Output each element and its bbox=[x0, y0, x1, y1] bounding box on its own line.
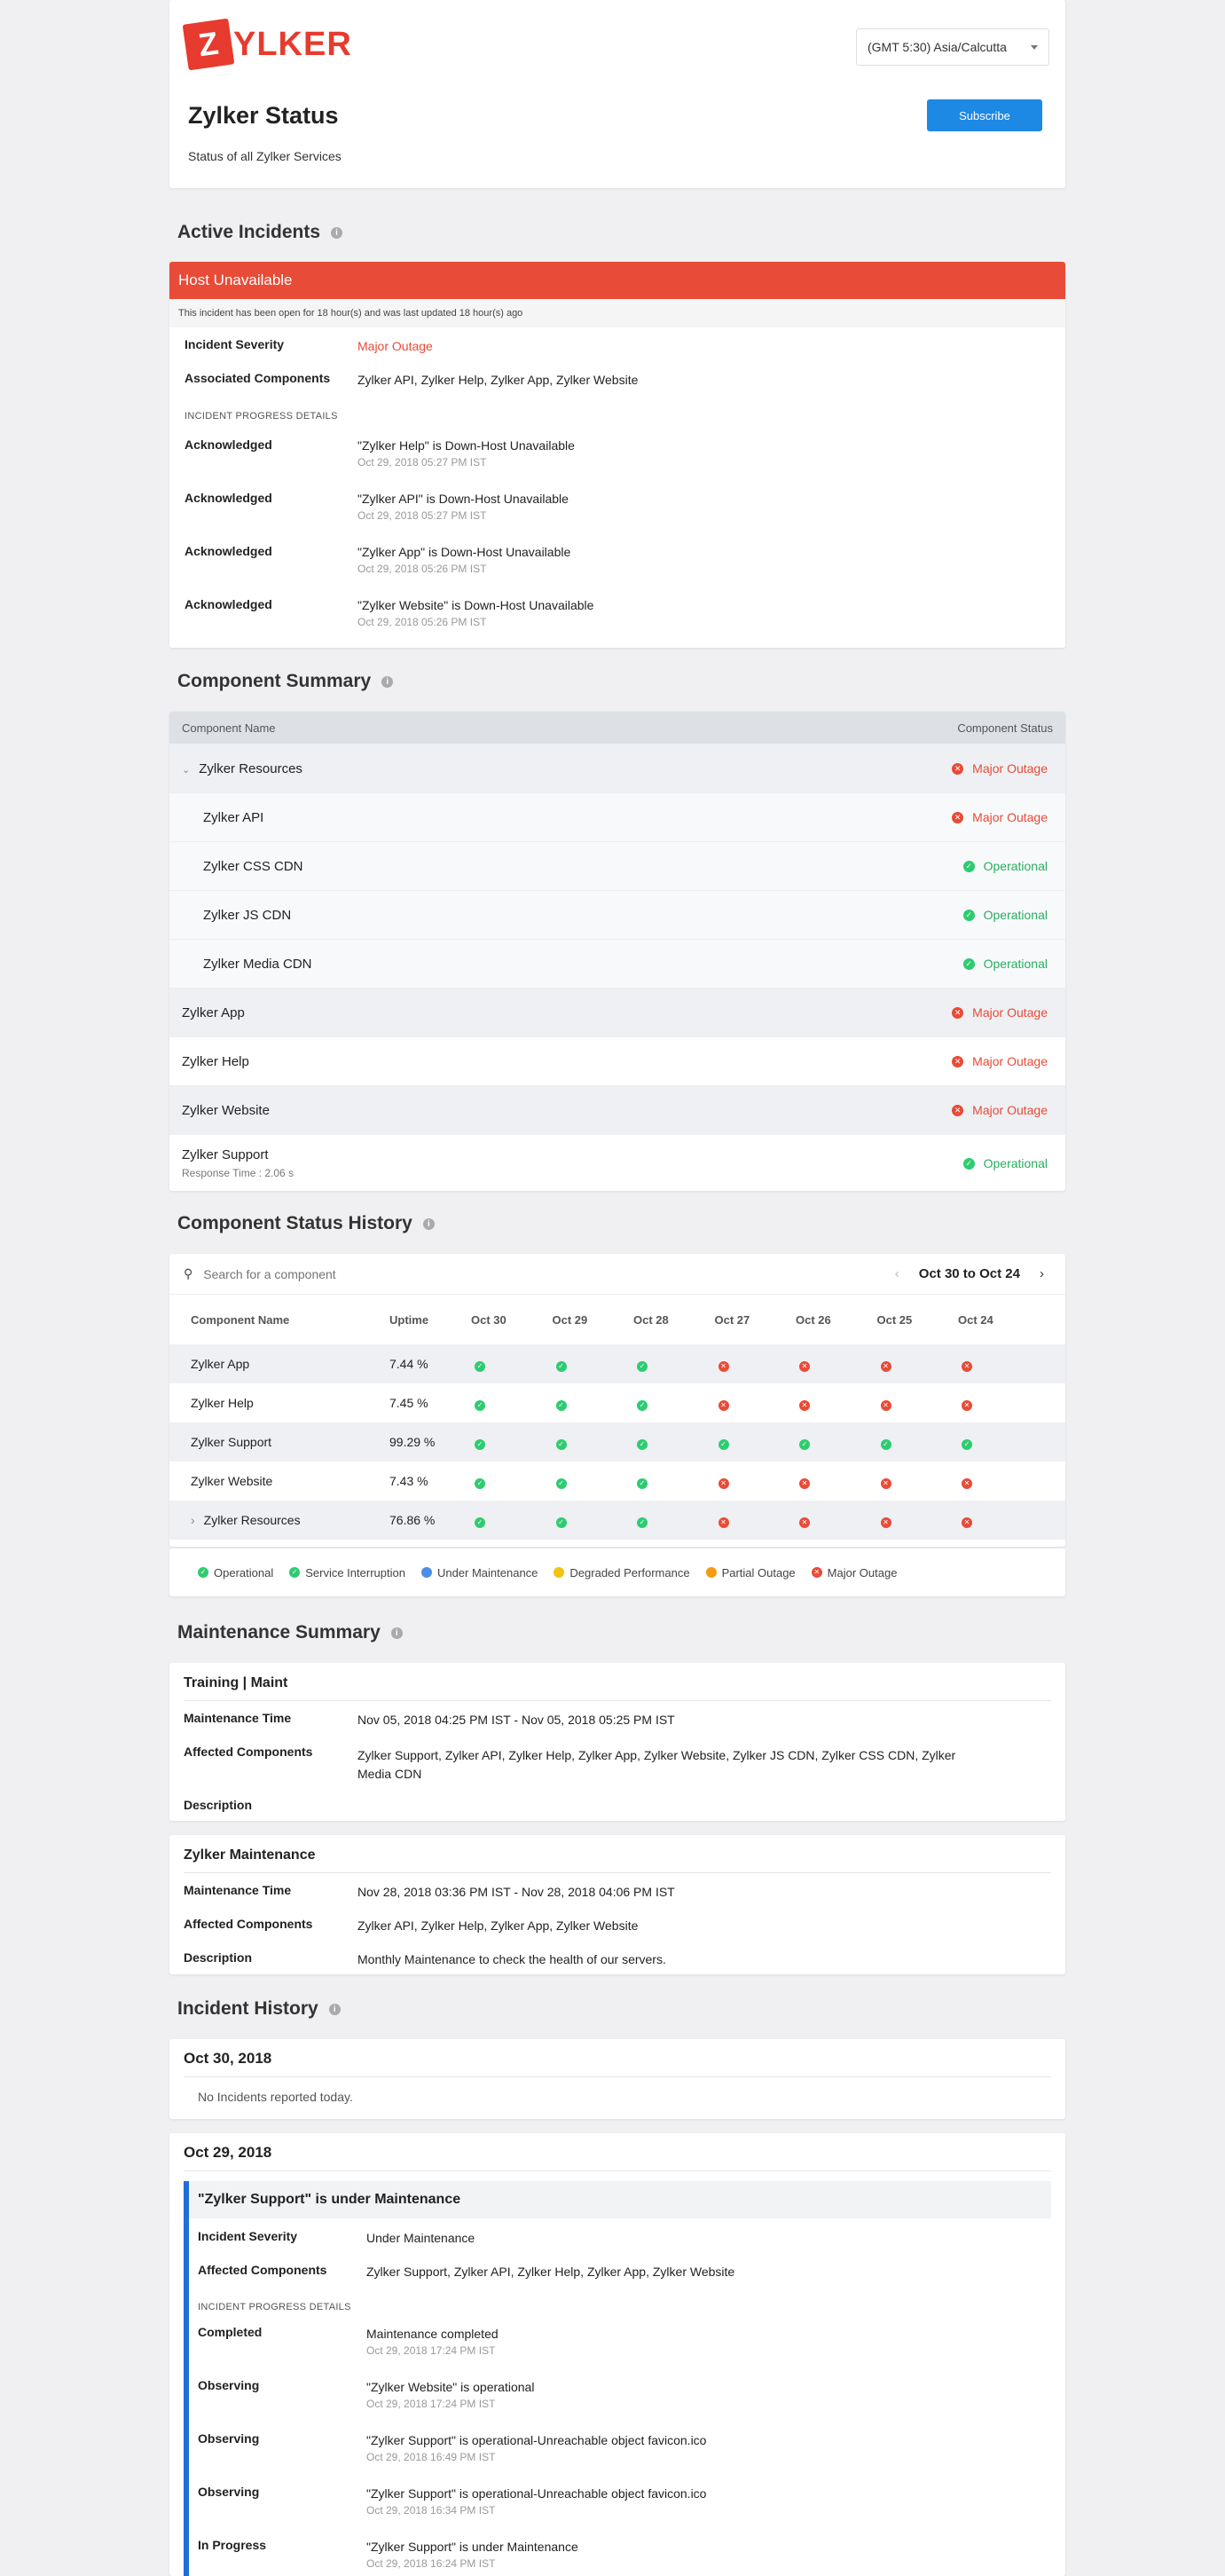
status-text: Major Outage bbox=[972, 1005, 1048, 1020]
day-status-cell[interactable] bbox=[633, 1396, 715, 1411]
progress-message: Maintenance completed bbox=[366, 2327, 499, 2341]
legend-item bbox=[554, 1566, 689, 1579]
progress-status: Completed bbox=[198, 2325, 263, 2339]
uptime-value: 7.45 % bbox=[389, 1396, 428, 1410]
progress-time: Oct 29, 2018 05:27 PM IST bbox=[357, 509, 487, 522]
progress-label: INCIDENT PROGRESS DETAILS bbox=[185, 411, 338, 421]
incident-accent-bar bbox=[184, 2181, 189, 2576]
legend-item bbox=[289, 1566, 405, 1579]
outage-icon: ✕ bbox=[799, 1400, 810, 1411]
legend-label: Under Maintenance bbox=[436, 1565, 538, 1579]
incident-day-card bbox=[169, 2039, 1065, 2119]
check-icon: ✓ bbox=[963, 910, 975, 921]
page-title: Zylker Status bbox=[188, 102, 339, 129]
col-component-name: Component Name bbox=[182, 721, 276, 735]
check-icon: ✓ bbox=[963, 1158, 975, 1170]
check-icon: ✓ bbox=[719, 1439, 729, 1450]
day-status-cell[interactable] bbox=[715, 1435, 797, 1450]
progress-time: Oct 29, 2018 16:49 PM IST bbox=[366, 2451, 496, 2463]
maintenance-card bbox=[169, 1835, 1065, 1974]
section-title: Active Incidents bbox=[177, 222, 321, 242]
section-title: Component Summary bbox=[177, 671, 372, 691]
progress-message: "Zylker App" is Down-Host Unavailable bbox=[357, 545, 571, 559]
day-status-cell[interactable] bbox=[715, 1474, 797, 1489]
day-status-cell[interactable] bbox=[633, 1435, 715, 1450]
legend-swatch-icon: ✕ bbox=[812, 1567, 822, 1578]
day-status-cell[interactable] bbox=[471, 1474, 553, 1489]
component-summary-heading bbox=[177, 671, 393, 692]
col-day: Oct 30 bbox=[471, 1312, 506, 1327]
component-status bbox=[952, 810, 1048, 824]
progress-entry bbox=[357, 438, 575, 469]
severity-label: Incident Severity bbox=[198, 2229, 298, 2243]
check-icon: ✓ bbox=[637, 1517, 648, 1528]
maintenance-title: Training | Maint bbox=[184, 1675, 288, 1690]
component-row bbox=[169, 792, 1065, 841]
components-line: Media CDN bbox=[357, 1767, 422, 1781]
check-icon: ✓ bbox=[963, 958, 975, 970]
legend-item bbox=[421, 1566, 538, 1579]
progress-status: Observing bbox=[198, 2485, 260, 2499]
progress-message: "Zylker Website" is operational bbox=[366, 2380, 535, 2394]
history-component-name: Zylker Resources bbox=[203, 1513, 301, 1527]
legend-swatch-icon: ✓ bbox=[198, 1567, 208, 1578]
section-title: Maintenance Summary bbox=[177, 1622, 381, 1642]
progress-status: Acknowledged bbox=[185, 491, 272, 505]
progress-message: "Zylker Help" is Down-Host Unavailable bbox=[357, 438, 575, 453]
component-row bbox=[169, 1036, 1065, 1085]
legend-label: Service Interruption bbox=[305, 1565, 405, 1579]
progress-message: "Zylker Support" is operational-Unreachable object favicon.ico bbox=[366, 2486, 707, 2501]
progress-entry bbox=[366, 2540, 578, 2570]
progress-status: In Progress bbox=[198, 2538, 267, 2552]
zylker-logo bbox=[185, 21, 352, 67]
uptime-value: 99.29 % bbox=[389, 1435, 436, 1449]
check-icon: ✓ bbox=[963, 861, 975, 872]
history-row bbox=[169, 1422, 1065, 1461]
components-value: Zylker API, Zylker Help, Zylker App, Zylker Website bbox=[357, 373, 639, 387]
timezone-select[interactable] bbox=[856, 28, 1049, 66]
severity-value: Under Maintenance bbox=[366, 2231, 475, 2245]
component-summary-table bbox=[169, 712, 1065, 1191]
info-icon[interactable]: i bbox=[381, 676, 393, 688]
day-status-cell[interactable] bbox=[471, 1435, 553, 1450]
table-header bbox=[169, 712, 1065, 744]
incident-note: This incident has been open for 18 hour(s) and was last updated 18 hour(s) ago bbox=[169, 299, 1065, 327]
info-icon[interactable]: i bbox=[331, 227, 342, 239]
legend-swatch-icon: ✓ bbox=[289, 1567, 300, 1578]
status-text: Operational bbox=[983, 957, 1048, 971]
progress-entry bbox=[357, 545, 570, 575]
day-status-cell[interactable] bbox=[553, 1435, 634, 1450]
maintenance-time-label: Maintenance Time bbox=[184, 1711, 292, 1725]
component-status bbox=[952, 1103, 1048, 1117]
progress-time: Oct 29, 2018 17:24 PM IST bbox=[366, 2344, 496, 2357]
day-status-cell[interactable] bbox=[633, 1513, 715, 1528]
col-day: Oct 25 bbox=[876, 1312, 913, 1327]
maintenance-heading bbox=[177, 1622, 403, 1643]
day-status-cell[interactable] bbox=[958, 1513, 1040, 1528]
chevron-right-icon[interactable]: › bbox=[1040, 1266, 1044, 1281]
day-status-cell[interactable] bbox=[796, 1435, 877, 1450]
day-status-cell[interactable] bbox=[877, 1474, 959, 1489]
maintenance-time-label: Maintenance Time bbox=[184, 1883, 292, 1897]
day-status-cell[interactable] bbox=[958, 1357, 1040, 1372]
search-icon: ⚲ bbox=[184, 1266, 193, 1280]
check-icon: ✓ bbox=[475, 1517, 485, 1528]
status-text: Major Outage bbox=[972, 1103, 1048, 1117]
col-day: Oct 26 bbox=[796, 1312, 831, 1327]
component-name: Zylker CSS CDN bbox=[203, 858, 303, 874]
active-incident-card bbox=[169, 262, 1065, 648]
history-component-name: Zylker Website bbox=[191, 1474, 273, 1488]
col-day: Oct 28 bbox=[633, 1312, 669, 1327]
divider bbox=[184, 2170, 1051, 2171]
page-subtitle: Status of all Zylker Services bbox=[188, 149, 342, 163]
chevron-right-icon[interactable]: › bbox=[191, 1513, 195, 1527]
component-name: Zylker App bbox=[182, 1004, 245, 1020]
progress-status: Observing bbox=[198, 2378, 260, 2392]
status-legend bbox=[169, 1548, 1065, 1596]
progress-label: INCIDENT PROGRESS DETAILS bbox=[198, 2302, 351, 2312]
day-status-cell[interactable] bbox=[471, 1513, 553, 1528]
component-name: Zylker Support bbox=[182, 1147, 269, 1162]
status-text: Operational bbox=[983, 1156, 1048, 1170]
component-status bbox=[963, 957, 1048, 971]
history-header bbox=[169, 1295, 1065, 1344]
day-status-cell[interactable] bbox=[877, 1435, 959, 1450]
legend-label: Operational bbox=[214, 1565, 274, 1579]
day-status-cell[interactable] bbox=[796, 1357, 877, 1372]
progress-time: Oct 29, 2018 05:27 PM IST bbox=[357, 456, 487, 469]
legend-label: Major Outage bbox=[827, 1565, 898, 1579]
progress-entry bbox=[357, 492, 569, 522]
date-range-nav bbox=[876, 1266, 1051, 1281]
col-day: Oct 27 bbox=[714, 1312, 750, 1327]
legend-items bbox=[198, 1566, 913, 1579]
status-text: Major Outage bbox=[972, 810, 1048, 824]
check-icon: ✓ bbox=[475, 1361, 485, 1372]
incident-date: Oct 30, 2018 bbox=[184, 2050, 272, 2067]
component-row bbox=[169, 890, 1065, 939]
check-icon: ✓ bbox=[556, 1517, 567, 1528]
outage-icon: ✕ bbox=[799, 1478, 810, 1489]
affected-components-label: Affected Components bbox=[184, 1917, 313, 1931]
check-icon: ✓ bbox=[556, 1400, 567, 1411]
affected-components-label: Affected Components bbox=[184, 1745, 313, 1759]
component-row bbox=[169, 1085, 1065, 1134]
col-day: Oct 29 bbox=[552, 1312, 588, 1327]
history-row bbox=[169, 1461, 1065, 1501]
maintenance-time-value: Nov 28, 2018 03:36 PM IST - Nov 28, 2018 04:06 PM IST bbox=[357, 1885, 675, 1899]
history-component-name: Zylker Help bbox=[191, 1396, 254, 1410]
check-icon: ✓ bbox=[475, 1439, 485, 1450]
check-icon: ✓ bbox=[637, 1478, 648, 1489]
progress-status: Acknowledged bbox=[185, 597, 272, 611]
logo-text: YLKER bbox=[233, 25, 352, 63]
day-status-cell[interactable] bbox=[553, 1474, 634, 1489]
components-line: Zylker Support, Zylker API, Zylker Help, Zylker App, Zylker Website, Zylker JS CDN, Zylker CSS CDN, Zylker bbox=[357, 1748, 956, 1762]
legend-swatch-icon bbox=[554, 1567, 564, 1578]
component-row bbox=[169, 841, 1065, 890]
status-text: Major Outage bbox=[972, 761, 1048, 776]
progress-time: Oct 29, 2018 05:26 PM IST bbox=[357, 616, 487, 628]
outage-icon: ✕ bbox=[962, 1478, 972, 1489]
day-status-cell[interactable] bbox=[796, 1513, 877, 1528]
check-icon: ✓ bbox=[637, 1361, 648, 1372]
component-row bbox=[169, 939, 1065, 988]
affected-components-value bbox=[357, 1746, 955, 1784]
outage-icon: ✕ bbox=[962, 1361, 972, 1372]
legend-item bbox=[706, 1566, 796, 1579]
legend-item bbox=[812, 1566, 898, 1579]
check-icon: ✓ bbox=[962, 1439, 972, 1450]
maintenance-card bbox=[169, 1663, 1065, 1821]
progress-message: "Zylker Support" is under Maintenance bbox=[366, 2540, 578, 2554]
progress-entry bbox=[366, 2327, 499, 2357]
check-icon: ✓ bbox=[556, 1439, 567, 1450]
history-component-cell bbox=[169, 1435, 389, 1449]
legend-label: Degraded Performance bbox=[569, 1565, 690, 1579]
progress-status: Acknowledged bbox=[185, 544, 272, 558]
status-text: Operational bbox=[983, 859, 1048, 873]
outage-icon: ✕ bbox=[952, 812, 963, 823]
component-name: Zylker API bbox=[203, 809, 264, 825]
status-text: Operational bbox=[983, 908, 1048, 922]
history-row bbox=[169, 1383, 1065, 1422]
check-icon: ✓ bbox=[556, 1478, 567, 1489]
outage-icon: ✕ bbox=[799, 1361, 810, 1372]
day-status-cell[interactable] bbox=[633, 1474, 715, 1489]
outage-icon: ✕ bbox=[881, 1361, 891, 1372]
check-icon: ✓ bbox=[637, 1400, 648, 1411]
incident-title[interactable]: "Zylker Support" is under Maintenance bbox=[189, 2181, 1051, 2218]
uptime-value: 76.86 % bbox=[389, 1513, 436, 1527]
uptime-value: 7.44 % bbox=[389, 1357, 428, 1371]
component-row bbox=[169, 1134, 1065, 1191]
incident-date: Oct 29, 2018 bbox=[184, 2144, 272, 2161]
component-name: Zylker Media CDN bbox=[203, 956, 312, 972]
component-group-row[interactable] bbox=[169, 744, 1065, 792]
progress-entry bbox=[366, 2380, 534, 2410]
legend-label: Partial Outage bbox=[721, 1565, 796, 1579]
day-status-cell[interactable] bbox=[553, 1396, 634, 1411]
check-icon: ✓ bbox=[799, 1439, 810, 1450]
day-status-cell[interactable] bbox=[877, 1357, 959, 1372]
progress-entry bbox=[366, 2486, 706, 2517]
progress-message: "Zylker Website" is Down-Host Unavailable bbox=[357, 598, 594, 612]
affected-components-value: Zylker API, Zylker Help, Zylker App, Zylker Website bbox=[357, 1918, 639, 1933]
outage-icon: ✕ bbox=[881, 1400, 891, 1411]
info-icon[interactable]: i bbox=[423, 1218, 435, 1230]
legend-swatch-icon bbox=[706, 1567, 717, 1578]
severity-value: Major Outage bbox=[357, 339, 433, 353]
section-title: Component Status History bbox=[177, 1213, 412, 1233]
severity-label: Incident Severity bbox=[185, 337, 285, 351]
no-incidents-text: No Incidents reported today. bbox=[198, 2090, 353, 2104]
status-header bbox=[169, 0, 1065, 188]
outage-icon: ✕ bbox=[799, 1517, 810, 1528]
info-icon[interactable]: i bbox=[391, 1627, 403, 1639]
history-component-cell bbox=[169, 1474, 389, 1488]
progress-entry bbox=[357, 598, 593, 628]
divider bbox=[184, 1872, 1051, 1873]
progress-time: Oct 29, 2018 16:34 PM IST bbox=[366, 2504, 496, 2517]
day-status-cell[interactable] bbox=[715, 1357, 797, 1372]
history-component-name: Zylker Support bbox=[191, 1435, 272, 1449]
progress-entry bbox=[366, 2433, 706, 2463]
check-icon: ✓ bbox=[475, 1478, 485, 1489]
active-incidents-heading bbox=[177, 222, 342, 243]
col-name: Component Name bbox=[191, 1312, 290, 1327]
maintenance-title: Zylker Maintenance bbox=[184, 1847, 316, 1863]
incident-title: Host Unavailable bbox=[169, 262, 1065, 299]
day-status-cell[interactable] bbox=[796, 1396, 877, 1411]
chevron-down-icon[interactable]: ⌄ bbox=[182, 764, 191, 776]
uptime-value: 7.43 % bbox=[389, 1474, 428, 1488]
section-title: Incident History bbox=[177, 1998, 318, 2019]
description-value: Monthly Maintenance to check the health of our servers. bbox=[357, 1952, 666, 1966]
search-input[interactable] bbox=[203, 1267, 876, 1281]
incident-day-card bbox=[169, 2133, 1065, 2576]
day-status-cell[interactable] bbox=[553, 1513, 634, 1528]
progress-status: Acknowledged bbox=[185, 437, 272, 452]
history-component-cell[interactable] bbox=[169, 1513, 389, 1527]
col-uptime: Uptime bbox=[389, 1312, 429, 1327]
outage-icon: ✕ bbox=[962, 1517, 972, 1528]
progress-status: Observing bbox=[198, 2431, 260, 2446]
day-status-cell[interactable] bbox=[633, 1357, 715, 1372]
component-name: Zylker Website bbox=[182, 1102, 270, 1118]
outage-icon: ✕ bbox=[962, 1400, 972, 1411]
history-row bbox=[169, 1501, 1065, 1540]
component-status bbox=[952, 761, 1048, 776]
divider bbox=[184, 2076, 1051, 2077]
component-status bbox=[963, 908, 1048, 922]
day-status-cell[interactable] bbox=[796, 1474, 877, 1489]
component-status bbox=[963, 1156, 1048, 1170]
outage-icon: ✕ bbox=[952, 1056, 963, 1067]
progress-message: "Zylker Support" is operational-Unreachable object favicon.ico bbox=[366, 2433, 707, 2447]
components-label: Associated Components bbox=[185, 371, 331, 385]
day-status-cell[interactable] bbox=[877, 1396, 959, 1411]
day-status-cell[interactable] bbox=[715, 1513, 797, 1528]
chevron-left-icon[interactable]: ‹ bbox=[894, 1266, 899, 1281]
components-label: Affected Components bbox=[198, 2263, 327, 2277]
history-component-cell bbox=[169, 1396, 389, 1410]
components-value: Zylker Support, Zylker API, Zylker Help, Zylker App, Zylker Website bbox=[366, 2265, 735, 2279]
info-icon[interactable]: i bbox=[329, 2004, 341, 2015]
history-row bbox=[169, 1344, 1065, 1383]
progress-time: Oct 29, 2018 16:24 PM IST bbox=[366, 2557, 496, 2570]
check-icon: ✓ bbox=[637, 1439, 648, 1450]
component-status bbox=[963, 859, 1048, 873]
status-history-heading bbox=[177, 1213, 435, 1234]
col-day: Oct 24 bbox=[958, 1312, 993, 1327]
check-icon: ✓ bbox=[881, 1439, 891, 1450]
component-name: Zylker JS CDN bbox=[203, 907, 292, 923]
component-row bbox=[169, 988, 1065, 1036]
component-status bbox=[952, 1054, 1048, 1068]
day-status-cell[interactable] bbox=[958, 1474, 1040, 1489]
outage-icon: ✕ bbox=[881, 1517, 891, 1528]
day-status-cell[interactable] bbox=[877, 1513, 959, 1528]
incident-history-heading bbox=[177, 1998, 341, 2020]
outage-icon: ✕ bbox=[952, 1007, 963, 1019]
component-cell bbox=[182, 1147, 294, 1179]
progress-time: Oct 29, 2018 17:24 PM IST bbox=[366, 2398, 496, 2410]
outage-icon: ✕ bbox=[719, 1361, 729, 1372]
logo-mark: Z bbox=[183, 19, 235, 71]
outage-icon: ✕ bbox=[952, 763, 963, 775]
check-icon: ✓ bbox=[556, 1361, 567, 1372]
progress-message: "Zylker API" is Down-Host Unavailable bbox=[357, 492, 569, 506]
outage-icon: ✕ bbox=[719, 1400, 729, 1411]
legend-swatch-icon bbox=[421, 1567, 432, 1578]
date-range: Oct 30 to Oct 24 bbox=[918, 1266, 1020, 1281]
subscribe-button[interactable]: Subscribe bbox=[927, 99, 1042, 131]
history-component-cell bbox=[169, 1357, 389, 1371]
outage-icon: ✕ bbox=[952, 1105, 963, 1116]
check-icon: ✓ bbox=[475, 1400, 485, 1411]
description-label: Description bbox=[184, 1950, 253, 1965]
col-component-status: Component Status bbox=[957, 721, 1053, 735]
day-status-cell[interactable] bbox=[715, 1396, 797, 1411]
description-label: Description bbox=[184, 1798, 253, 1812]
day-status-cell[interactable] bbox=[958, 1396, 1040, 1411]
outage-icon: ✕ bbox=[719, 1517, 729, 1528]
status-history-table bbox=[169, 1254, 1065, 1547]
day-status-cell[interactable] bbox=[471, 1357, 553, 1372]
response-time: Response Time : 2.06 s bbox=[182, 1167, 294, 1179]
history-component-name: Zylker App bbox=[191, 1357, 250, 1371]
day-status-cell[interactable] bbox=[471, 1396, 553, 1411]
maintenance-time-value: Nov 05, 2018 04:25 PM IST - Nov 05, 2018 05:25 PM IST bbox=[357, 1713, 675, 1727]
outage-icon: ✕ bbox=[719, 1478, 729, 1489]
divider bbox=[184, 1700, 1051, 1701]
component-status bbox=[952, 1005, 1048, 1020]
chevron-down-icon bbox=[1031, 45, 1038, 50]
component-name: Zylker Help bbox=[182, 1053, 249, 1069]
component-name: Zylker Resources bbox=[199, 760, 302, 776]
day-status-cell[interactable] bbox=[958, 1435, 1040, 1450]
day-status-cell[interactable] bbox=[553, 1357, 634, 1372]
history-rows bbox=[169, 1344, 1065, 1540]
legend-item bbox=[198, 1566, 273, 1579]
status-text: Major Outage bbox=[972, 1054, 1048, 1068]
timezone-value: (GMT 5:30) Asia/Calcutta bbox=[868, 40, 1007, 54]
history-toolbar bbox=[169, 1254, 1065, 1295]
progress-time: Oct 29, 2018 05:26 PM IST bbox=[357, 563, 487, 575]
outage-icon: ✕ bbox=[881, 1478, 891, 1489]
